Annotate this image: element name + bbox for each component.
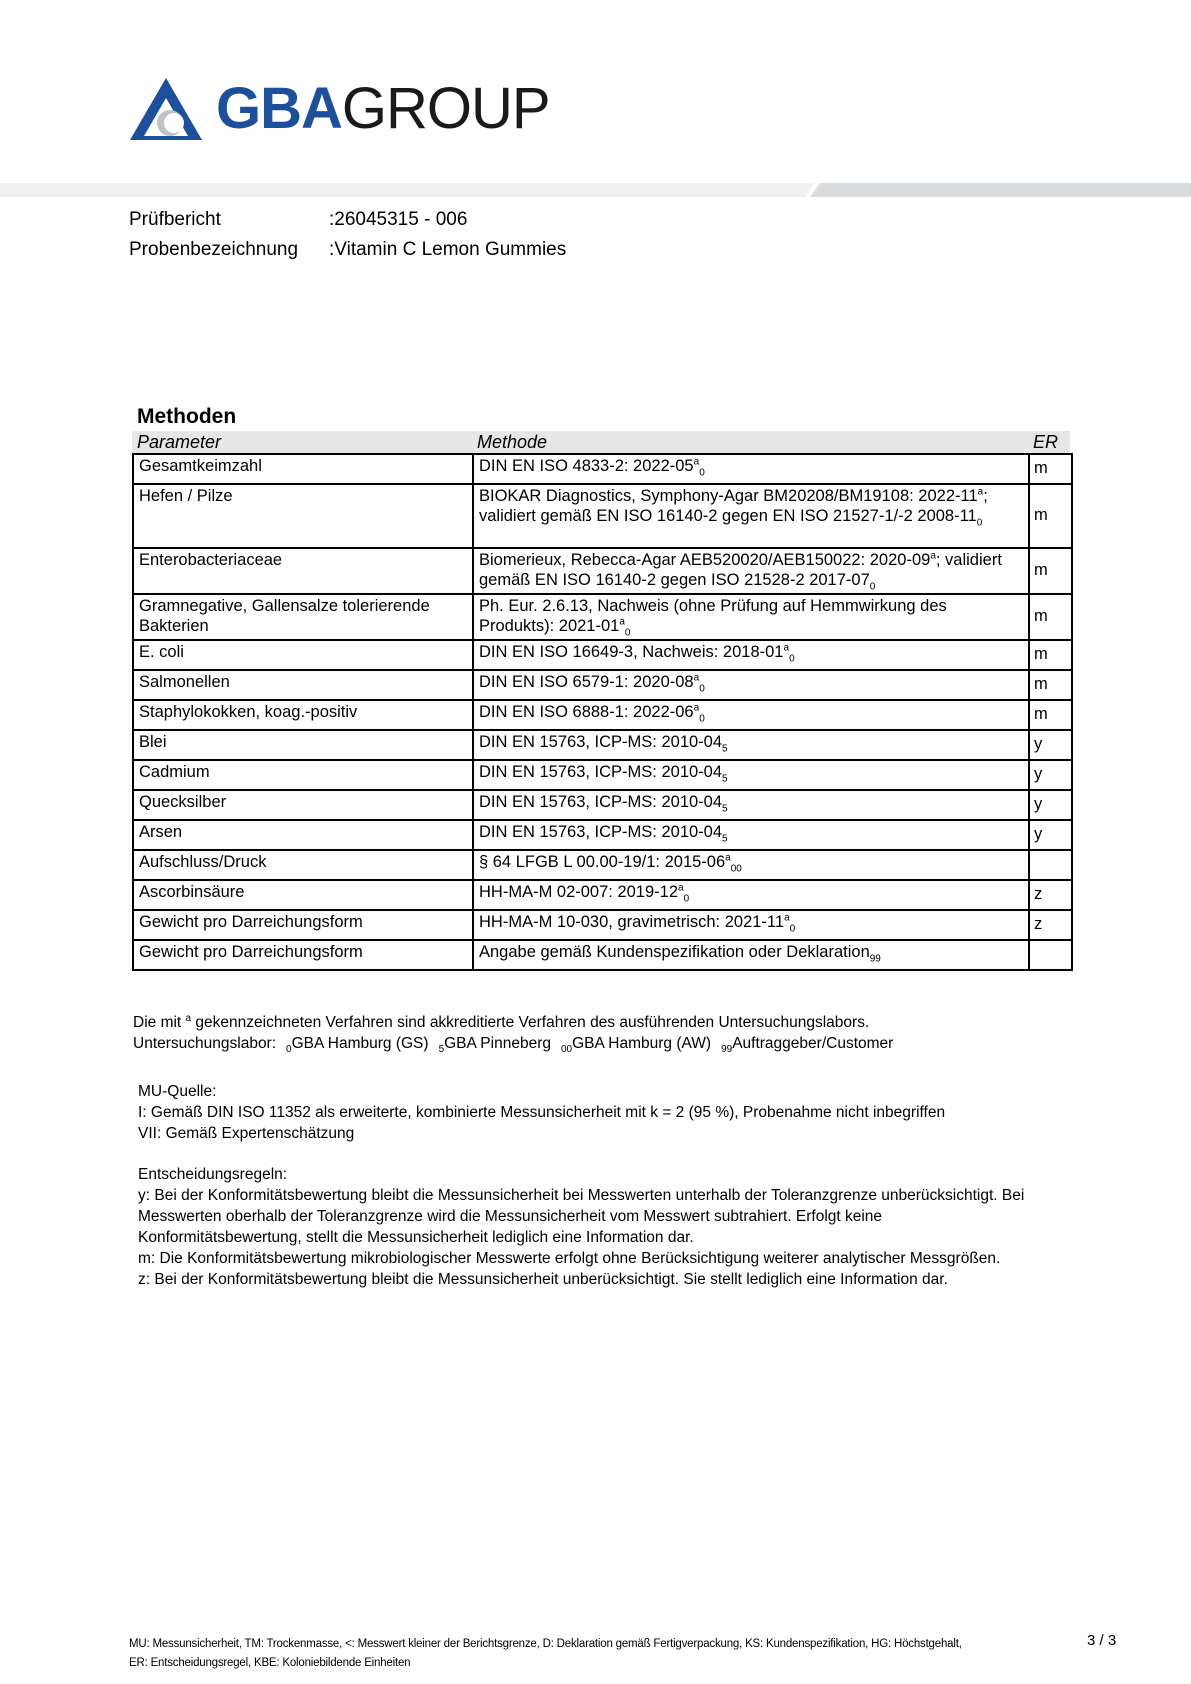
accreditation-line: Die mit $^a$ gekennzeichneten Verfahren sind akkreditierte Verfahren des ausführenden Untersuchungslabors. [133, 1012, 870, 1031]
parameter-cell: Gramnegative, Gallensalze tolerierende Bakterien [133, 594, 473, 640]
method-cell: Biomerieux, Rebecca-Agar AEB520020/AEB150022: 2020-09$^a$; validiert gemäß EN ISO 16140-2 gegen ISO 21528-2 $2017-07_0$ [473, 548, 1029, 594]
footer-line: MU: Messunsicherheit, TM: Trockenmasse, <: Messwert kleiner der Berichtsgrenze, D: Deklaration gemäß Fertigverpackung, KS: Kundenspezifikation, HG: Höchstgehalt, [129, 1638, 962, 1650]
er-cell [1029, 850, 1072, 880]
method-cell: DIN EN 15763, ICP-MS: $2010-04_5$ [473, 820, 1029, 850]
methods-table-row [133, 594, 1072, 640]
rule-line: z: Bei der Konformitätsbewertung bleibt die Messunsicherheit unberücksichtigt. Sie stellt lediglich eine Information dar. [138, 1271, 948, 1288]
methods-table-header [132, 431, 1070, 454]
lab-item: $_{99}$Auftraggeber/Customer [721, 1035, 894, 1056]
er-cell: y [1029, 760, 1072, 790]
parameter-cell: Hefen / Pilze [133, 484, 473, 548]
methods-table-row [133, 454, 1072, 484]
methods-table-row [133, 820, 1072, 850]
rule-line: Messwerten oberhalb der Toleranzgrenze wird die Messunsicherheit vom Messwert subtrahiert. Erfolgt keine [138, 1208, 883, 1225]
er-cell [1029, 940, 1072, 970]
parameter-cell: Arsen [133, 820, 473, 850]
parameter-cell: Gewicht pro Darreichungsform [133, 910, 473, 940]
parameter-cell: E. coli [133, 640, 473, 670]
sample-name-value: :Vitamin C Lemon Gummies [329, 239, 567, 260]
parameter-cell: Gesamtkeimzahl [133, 454, 473, 484]
logo-gba-text: GBA [216, 76, 342, 141]
methods-title: Methoden [137, 405, 237, 428]
lab-item: $_0$GBA Hamburg (GS) [286, 1035, 429, 1056]
logo-wordmark [216, 78, 550, 140]
rules-title: Entscheidungsregeln: [138, 1166, 288, 1183]
method-cell: Angabe gemäß Kundenspezifikation oder Deklaration$_{99}$ [473, 940, 1029, 970]
method-cell: DIN EN ISO 6579-1: $2020-08^a_0$ [473, 670, 1029, 700]
methods-table-row [133, 700, 1072, 730]
method-cell: BIOKAR Diagnostics, Symphony-Agar BM20208/BM19108: 2022-11$^a$; validiert gemäß EN ISO 16140-2 gegen EN ISO 21527-1/-2 $2008-11_0$ [473, 484, 1029, 548]
er-cell: m [1029, 670, 1072, 700]
er-cell: y [1029, 730, 1072, 760]
gba-logo-mark-icon [130, 78, 202, 140]
lab-item: $_{00}$GBA Hamburg (AW) [560, 1035, 712, 1056]
parameter-cell: Quecksilber [133, 790, 473, 820]
methods-table-row [133, 940, 1072, 970]
column-header-method: Methode [477, 432, 548, 452]
parameter-cell: Blei [133, 730, 473, 760]
parameter-cell: Salmonellen [133, 670, 473, 700]
report-number-value: :26045315 - 006 [329, 209, 468, 230]
parameter-cell: Aufschluss/Druck [133, 850, 473, 880]
er-cell: m [1029, 454, 1072, 484]
methods-table-row [133, 850, 1072, 880]
column-header-er: ER [1033, 432, 1059, 452]
rule-line: y: Bei der Konformitätsbewertung bleibt die Messunsicherheit bei Messwerten unterhalb der Toleranzgrenze unberücksichtigt. Bei [138, 1187, 1025, 1204]
method-cell: DIN EN 15763, ICP-MS: $2010-04_5$ [473, 760, 1029, 790]
method-cell: Ph. Eur. 2.6.13, Nachweis (ohne Prüfung auf Hemmwirkung des Produkts): $2021-01^a_0$ [473, 594, 1029, 640]
mu-source-notes [138, 1081, 945, 1144]
er-cell: m [1029, 484, 1072, 548]
report-number-label: Prüfbericht [129, 209, 221, 230]
methods-table-row [133, 910, 1072, 940]
er-cell: z [1029, 910, 1072, 940]
methods-table-row [133, 730, 1072, 760]
method-cell: DIN EN 15763, ICP-MS: $2010-04_5$ [473, 730, 1029, 760]
method-cell: DIN EN ISO 4833-2: $2022-05^a_0$ [473, 454, 1029, 484]
parameter-cell: Ascorbinsäure [133, 880, 473, 910]
parameter-cell: Enterobacteriaceae [133, 548, 473, 594]
lab-item: $_5$GBA Pinneberg [438, 1035, 551, 1056]
er-cell: m [1029, 548, 1072, 594]
parameter-cell: Gewicht pro Darreichungsform [133, 940, 473, 970]
logo-group-text: GROUP [341, 76, 550, 141]
er-cell: y [1029, 790, 1072, 820]
methods-table-row [133, 880, 1072, 910]
method-cell: HH-MA-M 10-030, gravimetrisch: $2021-11^a_0$ [473, 910, 1029, 940]
header-band [0, 183, 1191, 197]
method-cell: DIN EN ISO 16649-3, Nachweis: $2018-01^a_0$ [473, 640, 1029, 670]
methods-table-row [133, 640, 1072, 670]
parameter-cell: Staphylokokken, koag.-positiv [133, 700, 473, 730]
column-header-parameter: Parameter [137, 432, 222, 452]
sample-name-label: Probenbezeichnung [129, 239, 299, 260]
er-cell: m [1029, 594, 1072, 640]
method-cell: § 64 LFGB L 00.00-19/1: $2015-06^a_{00}$ [473, 850, 1029, 880]
methods-table-row [133, 548, 1072, 594]
accreditation-notes [133, 1012, 893, 1054]
footer-legend [129, 1635, 962, 1673]
er-cell: y [1029, 820, 1072, 850]
mu-line: I: Gemäß DIN ISO 11352 als erweiterte, kombinierte Messunsicherheit mit k = 2 (95 %), Probenahme nicht inbegriffen [138, 1104, 946, 1121]
rule-line: m: Die Konformitätsbewertung mikrobiologischer Messwerte erfolgt ohne Berücksichtigung weiterer analytischer Messgrößen. [138, 1250, 1001, 1267]
methods-table-row [133, 484, 1072, 548]
rule-line: Konformitätsbewertung, stellt die Messunsicherheit lediglich eine Information dar. [138, 1229, 694, 1246]
method-cell: HH-MA-M 02-007: $2019-12^a_0$ [473, 880, 1029, 910]
method-cell: DIN EN 15763, ICP-MS: $2010-04_5$ [473, 790, 1029, 820]
mu-title: MU-Quelle: [138, 1083, 217, 1100]
methods-table-row [133, 760, 1072, 790]
decision-rules [138, 1164, 1024, 1290]
mu-line: VII: Gemäß Expertenschätzung [138, 1125, 355, 1142]
methods-table-row [133, 790, 1072, 820]
er-cell: z [1029, 880, 1072, 910]
lab-label: Untersuchungslabor: [133, 1035, 277, 1052]
parameter-cell: Cadmium [133, 760, 473, 790]
page-number: 3 / 3 [1087, 1632, 1117, 1649]
footer-line: ER: Entscheidungsregel, KBE: Koloniebildende Einheiten [129, 1657, 411, 1669]
methods-table [132, 453, 1073, 971]
methods-table-row [133, 670, 1072, 700]
er-cell: m [1029, 640, 1072, 670]
er-cell: m [1029, 700, 1072, 730]
method-cell: DIN EN ISO 6888-1: $2022-06^a_0$ [473, 700, 1029, 730]
lab-list [133, 1033, 893, 1054]
